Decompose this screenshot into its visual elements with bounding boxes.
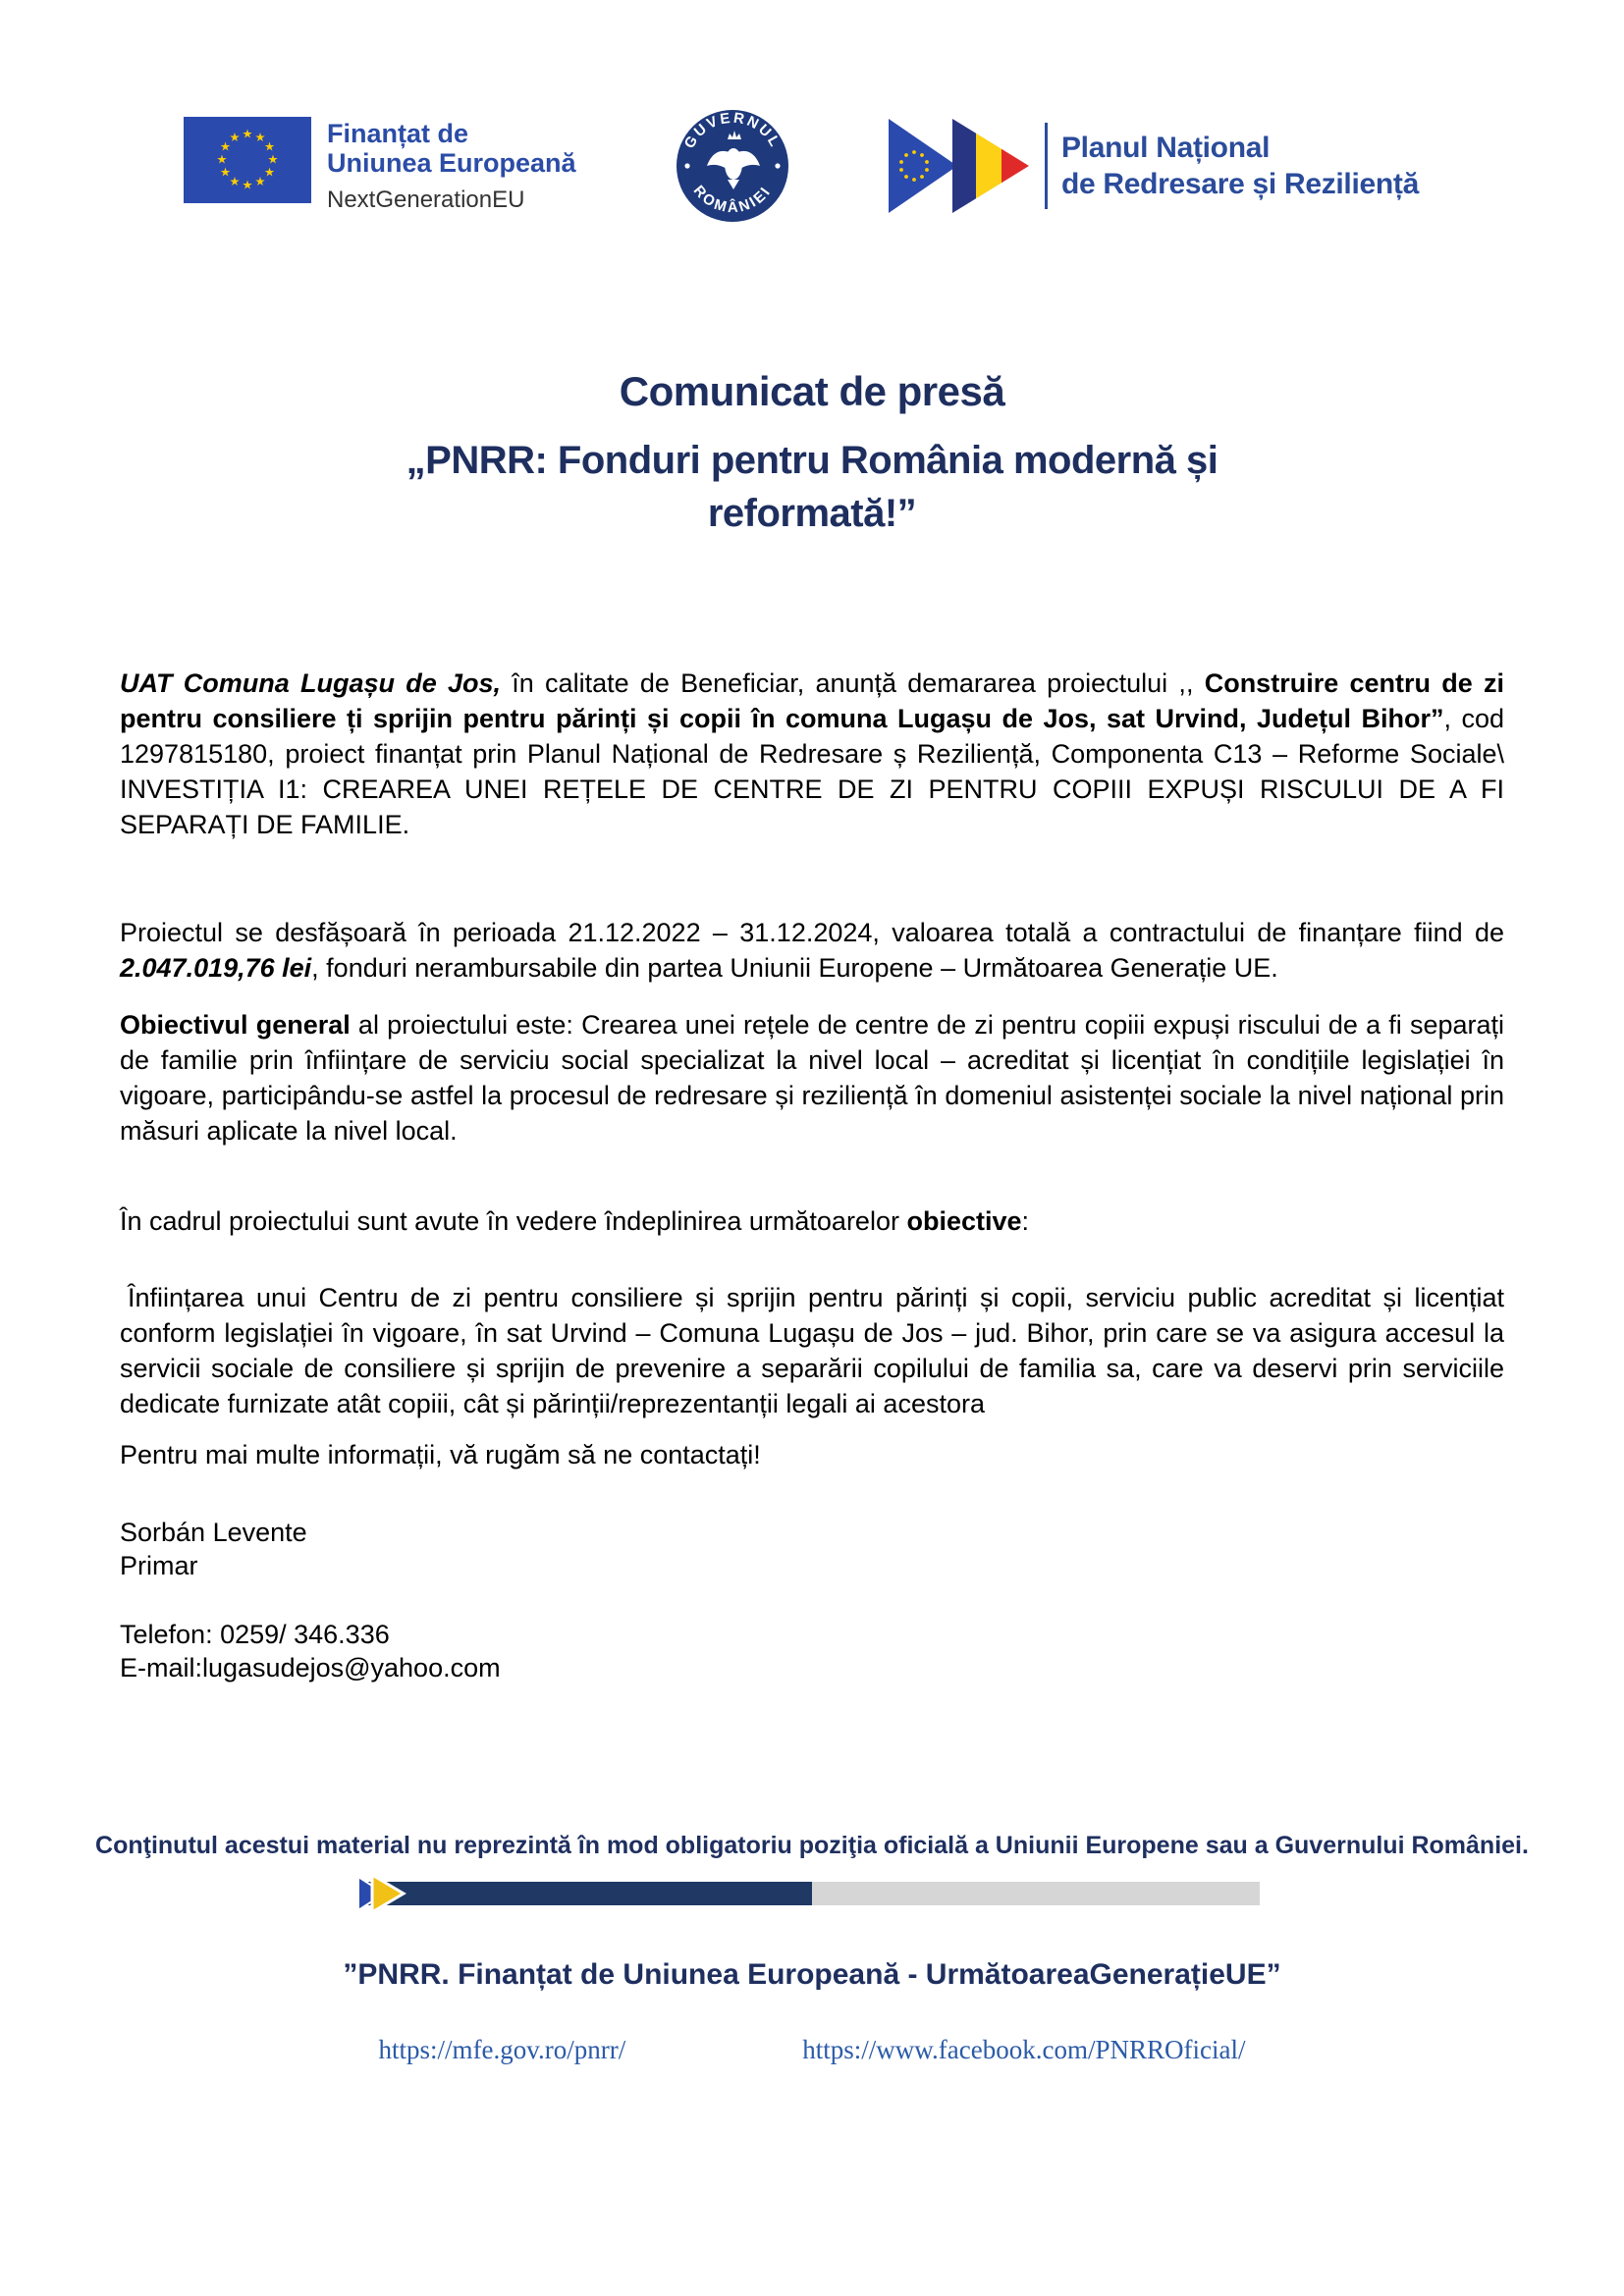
paragraph-general-objective: Obiectivul general al proiectului este: Crearea unei rețele de centre de zi pentru copiii expuși riscului de a fi separați de familie prin înființare de serviciu social specializat la nivel local – acreditat și licențiat în condițiile legislației în vigoare, participându-se astfel la procesul de redresare și reziliență în domeniul asistenței sociale la nivel național prin măsuri aplicate la nivel local.	[120, 1010, 1504, 1146]
link-facebook[interactable]: https://www.facebook.com/PNRROficial/	[802, 2035, 1246, 2064]
contact-role: Primar	[120, 1551, 198, 1580]
contact-name-role	[120, 1516, 1504, 1582]
paragraph-objectives-intro: În cadrul proiectului sunt avute în vedere îndeplinirea următoarelor obiective:	[120, 1206, 1030, 1236]
pnrr-logo-line2: de Redresare și Reziliență	[1060, 167, 1419, 200]
contact-phone: Telefon: 0259/ 346.336	[120, 1620, 390, 1649]
footer-heading: ”PNRR. Finanțat de Uniunea Europeană - UrmătoareaGenerațieUE”	[343, 1958, 1281, 1991]
pnrr-progress-bar	[364, 1874, 1260, 1913]
paragraph-objective-detail: Înființarea unui Centru de zi pentru consiliere și sprijin pentru părinți și copii, serviciu public acreditat și licențiat conform legislației în vigoare, în sat Urvind – Comuna Lugașu de Jos – jud. Bihor, prin care se va asigura accesul la servicii sociale de consiliere și sprijin de prevenire a separării copilului de familia sa, care va deservi prin serviciile dedicate furnizate atât copiii, cât și părinții/reprezentanții legali ai acestora	[120, 1283, 1504, 1418]
seal-text-bottom: ROMÂNIEI	[689, 182, 775, 216]
contact-phone-email	[120, 1618, 1504, 1684]
disclaimer-text: Conţinutul acestui material nu reprezintă în mod obligatoriu poziţia oficială a Uniunii Europene sau a Guvernului României.	[95, 1832, 1529, 1859]
romanian-flag-triangle	[952, 117, 1031, 215]
eu-triangle	[889, 119, 957, 213]
contact-name: Sorbán Levente	[120, 1518, 307, 1547]
eu-flag-icon	[184, 117, 311, 203]
pnrr-logo-text	[1061, 130, 1419, 202]
logo-bar	[0, 0, 1624, 228]
pnrr-logo-line1: Planul Național	[1060, 131, 1271, 164]
contact-email: E-mail:lugasudejos@yahoo.com	[120, 1653, 501, 1682]
pnrr-arrows-icon	[889, 117, 1031, 215]
romanian-government-seal-icon	[674, 107, 791, 225]
eu-funding-line2: Uniunea Europeană	[327, 147, 576, 178]
pnrr-separator	[1045, 123, 1048, 209]
link-mfe[interactable]: https://mfe.gov.ro/pnrr/	[378, 2035, 626, 2064]
bar-gray-track	[364, 1882, 1260, 1905]
pnrr-logo	[889, 117, 1419, 215]
eu-funding-text	[327, 117, 576, 215]
subtitle: „PNRR: Fonduri pentru România modernă și reformată!”	[406, 439, 1218, 535]
contact-intro: Pentru mai multe informații, vă rugăm să ne contactați!	[120, 1440, 761, 1469]
paragraph-period-value: Proiectul se desfășoară în perioada 21.12.2022 – 31.12.2024, valoarea totală a contractului de finanțare fiind de 2.047.019,76 lei, fonduri nerambursabile din partea Uniunii Europene – Următoarea Generație UE.	[120, 918, 1504, 983]
footer-links	[0, 2035, 1624, 2065]
bar-navy-fill	[364, 1882, 812, 1905]
bar-chevrons-icon	[358, 1874, 407, 1913]
paragraph-beneficiary: UAT Comuna Lugașu de Jos, în calitate de Beneficiar, anunță demararea proiectului ,, Construire centru de zi pentru consiliere ți sprijin pentru părinți și copii în comuna Lugașu de Jos, sat Urvind, Județul Bihor”, cod 1297815180, proiect finanțat prin Planul Național de Redresare ș Reziliență, Componenta C13 – Reforme Sociale\ INVESTIȚIA I1: CREAREA UNEI REȚELE DE CENTRE DE ZI PENTRU COPIII EXPUȘI RISCULUI DE A FI SEPARAȚI DE FAMILIE.	[120, 668, 1504, 839]
eu-funding-line3: NextGenerationEU	[327, 186, 525, 213]
eu-funding-line1: Finanțat de	[327, 118, 469, 148]
eu-funding-logo	[184, 117, 576, 215]
page-title: Comunicat de presă	[619, 368, 1005, 414]
seal-text-top: GUVERNUL	[680, 109, 785, 151]
